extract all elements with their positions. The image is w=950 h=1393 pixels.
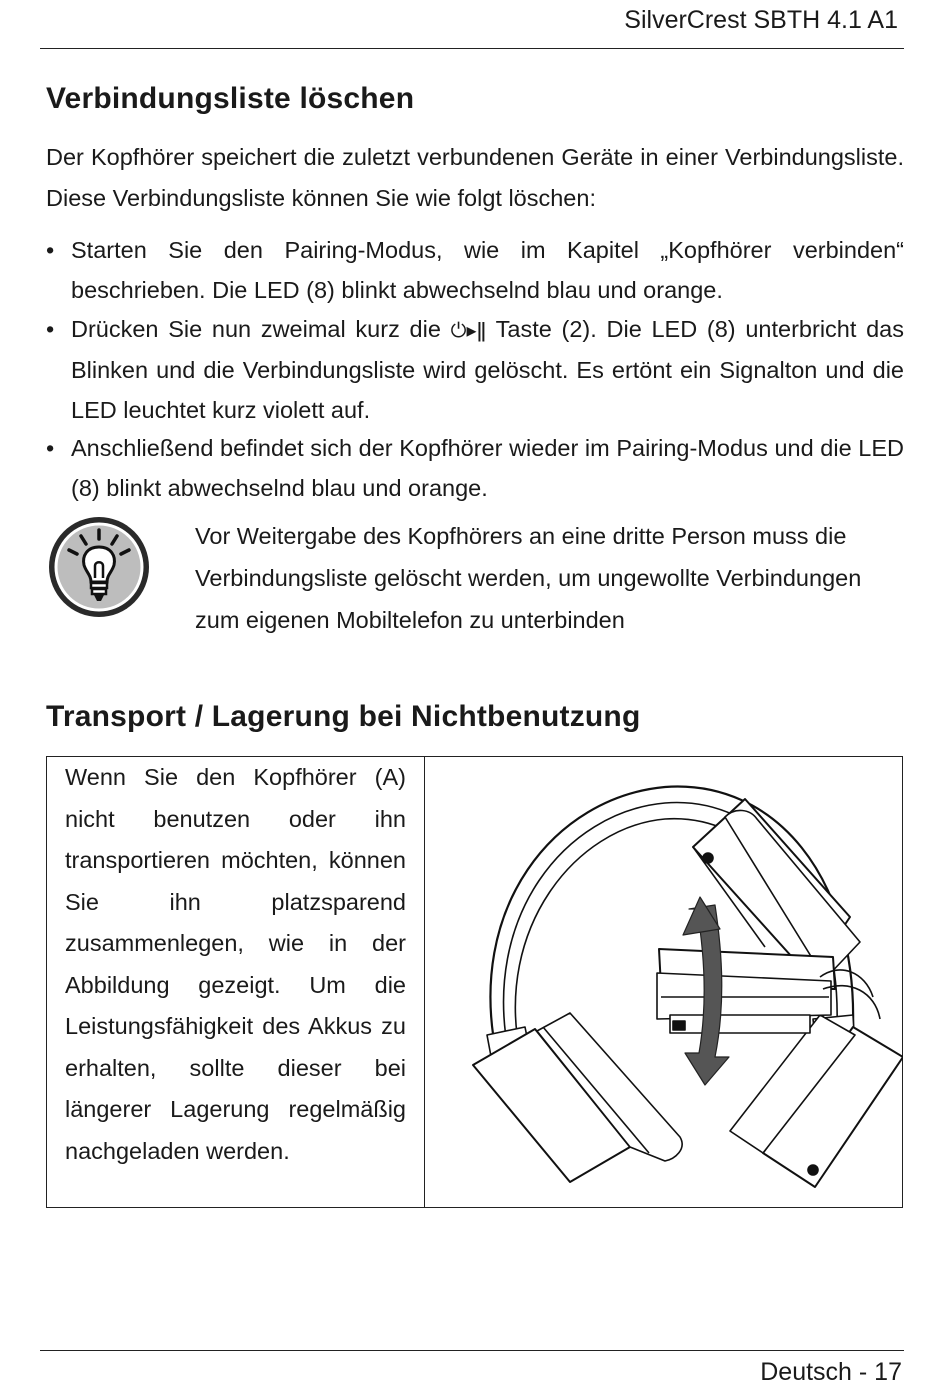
footer-rule: [40, 1350, 904, 1351]
list-item-text-before: Drücken Sie nun zweimal kurz die: [71, 316, 451, 342]
page-number: Deutsch - 17: [760, 1358, 902, 1386]
lightbulb-tip-icon: [46, 514, 152, 620]
transport-text: Wenn Sie den Kopfhörer (A) nicht benutzen oder ihn transportieren möchten, können Sie ihn platzsparend zusammenlegen, wie in der Abbildung gezeigt. Um die Leistungsfähigkeit des Akkus zu erhalten, sollte dieser bei längerer Lagerung regelmäßig nachgeladen werden.: [65, 764, 406, 1164]
folded-headphones-illustration: [425, 757, 903, 1207]
bullet: •: [46, 316, 55, 342]
list-item-text: Starten Sie den Pairing-Modus, wie im Kapitel „Kopfhörer verbinden“ beschrieben. Die LED (8) blinkt abwechselnd blau und orange.: [71, 237, 904, 303]
bullet: •: [46, 237, 55, 263]
list-item-text: Anschließend befindet sich der Kopfhörer wieder im Pairing-Modus und die LED (8) blinkt abwechselnd blau und orange.: [71, 435, 904, 501]
list-item: [46, 230, 904, 310]
list-item-text-after: Taste (2). Die LED (8) unterbricht das Blinken und die Verbindungsliste wird gelöscht. Es ertönt ein Signalton und die LED leuchtet kurz violett auf.: [71, 316, 904, 423]
section-title-delete-list: Verbindungsliste löschen: [46, 82, 415, 115]
list-item: [46, 309, 904, 430]
running-header: SilverCrest SBTH 4.1 A1: [624, 6, 898, 34]
bullet: •: [46, 435, 55, 461]
intro-paragraph: Der Kopfhörer speichert die zuletzt verbundenen Geräte in einer Verbindungsliste. Diese Verbindungsliste können Sie wie folgt löschen:: [46, 144, 904, 211]
list-item: [46, 428, 904, 508]
power-play-pause-icon: ⏻▸ǁ: [450, 318, 487, 342]
tip-text: Vor Weitergabe des Kopfhörers an eine dritte Person muss die Verbindungsliste gelöscht werden, um ungewollte Verbindungen zum eigenen Mobiltelefon zu unterbinden: [195, 523, 862, 633]
transport-text-cell: [47, 757, 425, 1207]
header-rule: [40, 48, 904, 49]
transport-table: [46, 756, 903, 1208]
section-title-transport: Transport / Lagerung bei Nichtbenutzung: [46, 700, 641, 733]
